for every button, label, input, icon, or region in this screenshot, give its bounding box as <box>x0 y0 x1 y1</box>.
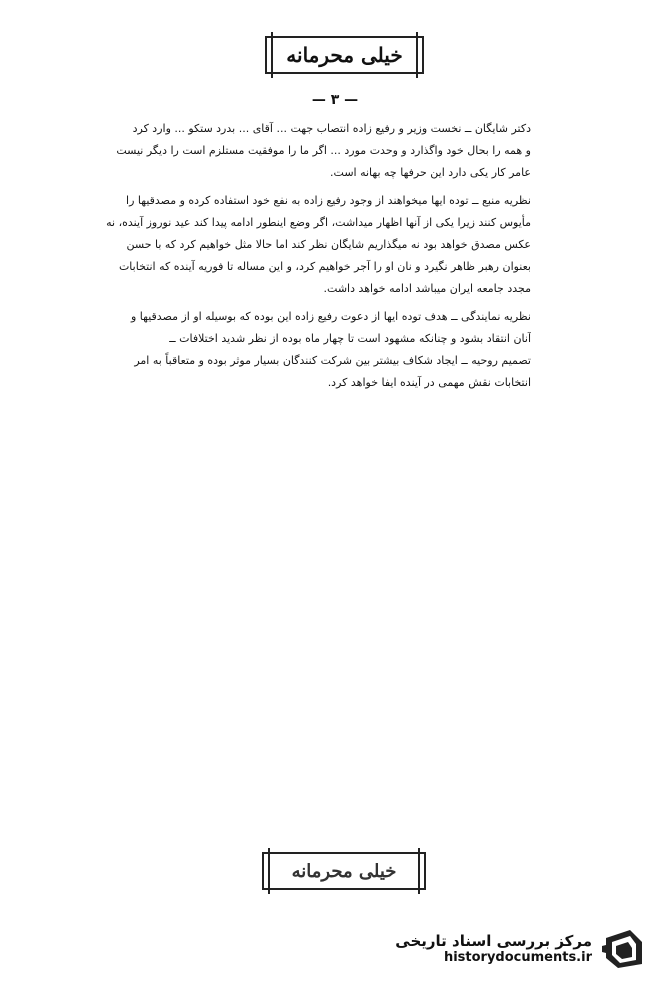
page-number: — ۳ — <box>311 92 359 108</box>
text-line: آنان انتقاد بشود و چنانکه مشهود است تا چهار ماه بوده از نظر شدید اختلافات ــ <box>169 332 531 345</box>
document-body <box>96 118 531 400</box>
top-classification-stamp: خیلی محرمانه <box>265 36 424 74</box>
text-line: و همه را بحال خود واگذارد و وحدت مورد ... اگر ما را موفقیت مستلزم است را دیگر نیست <box>116 144 531 157</box>
text-line: تصمیم روحیه ــ ایجاد شکاف بیشتر بین شرکت کنندگان بسیار موثر بوده و متعاقباً به امر <box>134 354 531 367</box>
paragraph-1 <box>96 118 531 184</box>
text-line: نظریه منبع ــ توده ایها میخواهند از وجود رفیع زاده به نفع خود استفاده کرده و مصدقیها را <box>126 194 531 207</box>
text-line: عامر کار یکی دارد این حرفها چه بهانه است. <box>330 166 531 179</box>
watermark-url: historydocuments.ir <box>443 949 592 965</box>
archive-logo-icon <box>600 924 648 972</box>
watermark <box>378 920 648 976</box>
text-line: انتخابات نقش مهمی در آینده ایفا خواهد کرد. <box>327 376 531 389</box>
text-line: مأیوس کنند زیرا یکی از آنها اظهار میداشت، اگر وضع اینطور ادامه پیدا کند عید نوروز آینده، نه <box>106 216 531 229</box>
text-line: عکس مصدق خواهد بود نه میگذاریم شایگان نظر کند اما حالا مثل خواهیم کرد که با حسن <box>126 238 531 251</box>
text-line: دکتر شایگان ــ نخست وزیر و رفیع زاده انتصاب جهت ... آقای ... بدرد ستکو ... وارد کرد <box>132 122 531 135</box>
watermark-text <box>395 932 592 965</box>
watermark-title: مرکز بررسی اسناد تاریخی <box>395 931 592 950</box>
text-line: بعنوان رهبر ظاهر نگیرد و نان او را آجر خواهیم کرد، و این مساله تا فوریه آینده که انتخابات <box>118 260 531 273</box>
bottom-classification-stamp: خیلی محرمانه <box>262 852 426 890</box>
text-line: مجدد جامعه ایران میباشد ادامه خواهد داشت. <box>323 282 531 295</box>
paragraph-2 <box>96 190 531 300</box>
paragraph-3 <box>96 306 531 394</box>
text-line: نظریه نمایندگی ــ هدف توده ایها از دعوت رفیع زاده این بوده که بوسیله او از مصدقیها و <box>130 310 531 323</box>
